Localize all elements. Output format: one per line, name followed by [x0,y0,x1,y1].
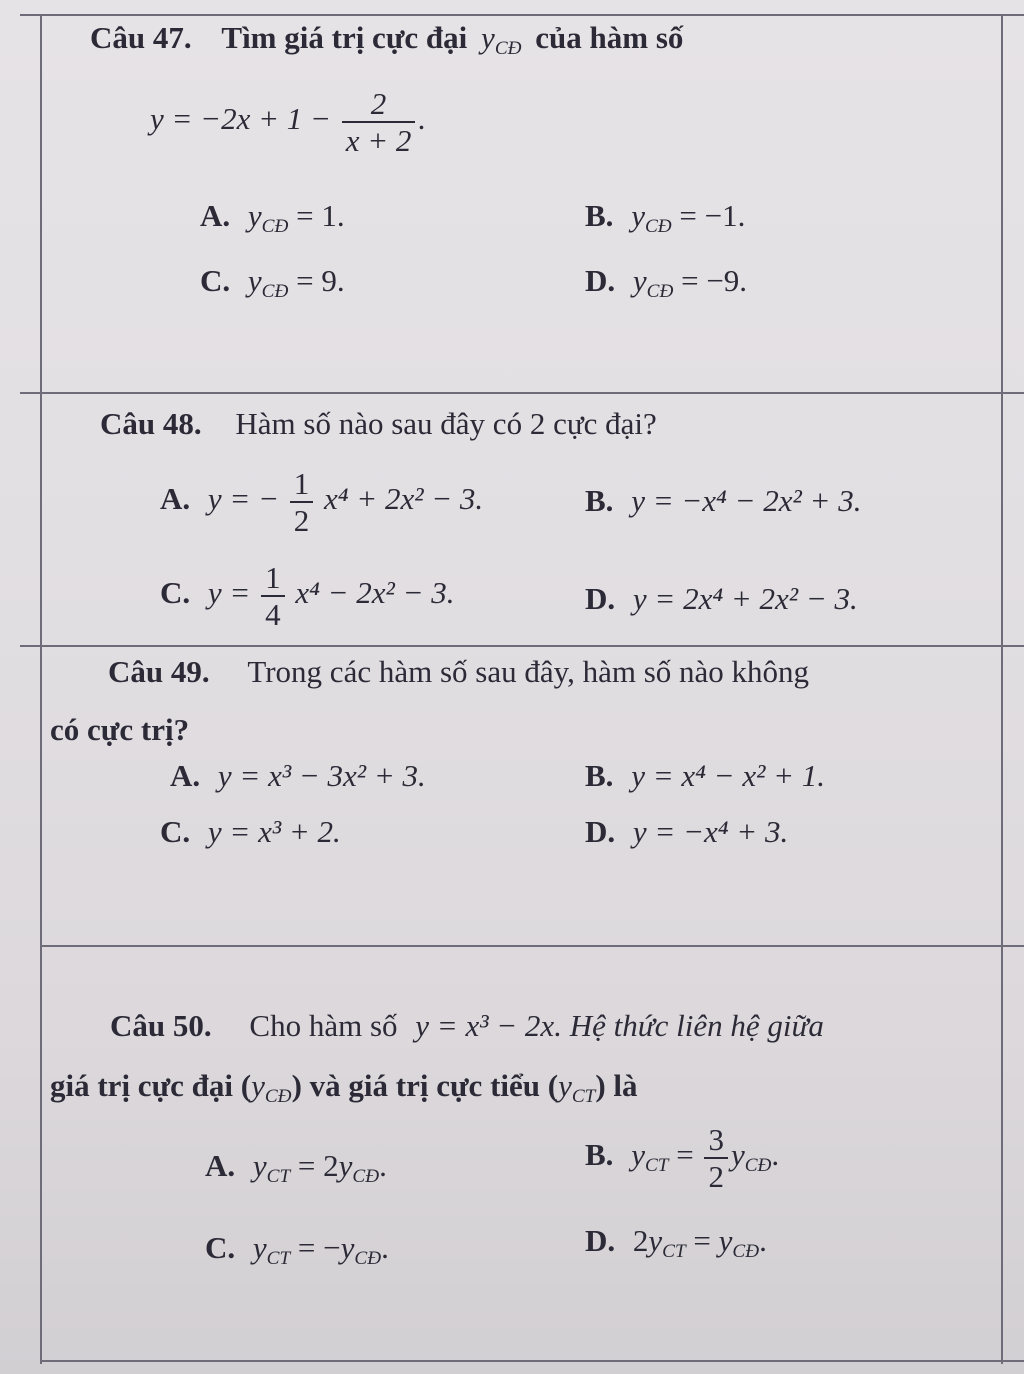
option-label: A. [170,758,201,793]
option-coefficient: 2 [632,1223,649,1258]
question-49-number: Câu 49. [108,654,210,689]
question-50-number: Câu 50. [110,1008,212,1043]
table-bottom-border [40,1360,1024,1362]
fraction-denominator: 2 [704,1157,728,1192]
option-label: D. [585,263,616,298]
option-relation: = [693,1223,711,1258]
table-left-border [40,14,42,1364]
symbol-cd: CĐ [261,215,289,237]
equation-end: . [418,101,427,137]
option-label: D. [585,581,616,616]
q48-option-c[interactable] [160,562,455,630]
line2-part-b: ) và giá trị cực tiểu ( [291,1068,559,1103]
option-relation: = 2 [297,1148,339,1183]
symbol-y: y [631,1137,645,1173]
symbol-y: y [251,1068,265,1103]
q47-option-d[interactable] [585,265,747,301]
option-value: = −9. [681,263,748,298]
q49-option-b[interactable] [585,760,825,791]
option-label: A. [160,481,191,517]
option-expr: y = 2x⁴ + 2x² − 3. [632,581,858,616]
symbol-y: y [631,198,645,233]
option-expr: y = x³ − 3x² + 3. [217,758,426,793]
option-expr-lhs: y = − [207,481,279,517]
table-top-border [20,14,1024,16]
option-label: B. [585,1137,614,1173]
question-49-text-line2: có cực trị? [50,712,190,747]
symbol-y: y [632,263,647,298]
symbol-cd: CĐ [494,37,522,59]
fraction-numerator: 1 [265,560,281,595]
symbol-cd: CĐ [644,215,672,237]
fraction-numerator: 2 [370,86,387,121]
equation-lhs: y = −2x + 1 − [150,101,331,137]
question-49-prompt [108,656,809,687]
question-49-text: Trong các hàm số sau đây, hàm số nào không [247,654,810,689]
symbol-y: y [718,1223,733,1258]
q48-option-b[interactable] [585,485,861,516]
question-48-text: Hàm số nào sau đây có 2 cực đại? [235,406,657,441]
question-48-number: Câu 48. [100,406,202,441]
question-47-equation [150,88,426,156]
symbol-y: y [247,198,262,233]
symbol-ct: CT [571,1085,596,1107]
option-label: B. [585,483,614,518]
question-50-text-end: . Hệ thức liên hệ giữa [554,1008,824,1043]
symbol-y: y [247,263,262,298]
option-relation: = [676,1137,694,1173]
table-right-border [1001,14,1003,1364]
option-label: C. [205,1230,236,1265]
row-divider-49-50 [40,945,1024,947]
fraction-numerator: 3 [708,1122,724,1157]
question-47-text: Tìm giá trị cực đại [221,20,468,55]
row-divider-48-49 [20,645,1024,647]
q50-option-b[interactable]: B. $y_{CT}$ = $\frac{3}{2}$ $y_{CĐ}$. [585,1122,780,1194]
q49-option-a[interactable] [170,760,426,791]
q49-option-d[interactable] [585,816,788,847]
line2-part-a: giá trị cực đại ( [50,1068,252,1103]
symbol-cd: CĐ [732,1240,760,1262]
option-relation: = − [297,1230,341,1265]
option-value: = 9. [296,263,345,298]
symbol-y: y [481,20,495,55]
symbol-cd: CĐ [646,280,674,302]
fraction-three-halves [704,1124,728,1192]
question-47-prompt [90,22,683,58]
question-50-prompt [110,1010,824,1041]
question-47-text-end: của hàm số [535,20,684,55]
q50-option-c[interactable]: C. $y_{CT} = -y_{CĐ}$. [205,1230,389,1269]
symbol-cd: CĐ [744,1154,772,1176]
fraction-one-half [290,468,314,536]
symbol-ct: CT [662,1240,686,1262]
option-label: B. [585,198,614,233]
symbol-cd: CĐ [264,1085,292,1107]
option-label: C. [200,263,231,298]
q47-option-c[interactable] [200,265,345,301]
fraction-one-quarter [261,562,285,630]
fraction-denominator: 2 [290,501,314,536]
option-label: D. [585,1223,616,1258]
q50-option-d[interactable]: D. $2y_{CT} = y_{CĐ}$. [585,1223,767,1262]
symbol-cd: CĐ [261,280,289,302]
option-label: C. [160,575,191,611]
q48-option-d[interactable] [585,583,858,614]
symbol-ct: CT [266,1165,291,1187]
option-value: = 1. [296,198,345,233]
symbol-y: y [558,1068,572,1103]
symbol-y: y [252,1230,267,1265]
question-47-number: Câu 47. [90,20,192,55]
fraction-2-over-x-plus-2 [342,88,416,156]
option-value: = −1. [679,198,746,233]
q49-option-c[interactable] [160,816,341,847]
option-expr: y = −x⁴ + 3. [632,814,789,849]
q48-option-a[interactable] [160,468,483,536]
symbol-y: y [730,1137,745,1173]
symbol-y: y [338,1148,353,1183]
symbol-y: y [648,1223,663,1258]
option-label: A. [200,198,231,233]
option-label: D. [585,814,616,849]
q50-option-a[interactable]: A. $y_{CT} = 2y_{CĐ}$. [205,1148,387,1187]
option-label: C. [160,814,191,849]
q47-option-b[interactable] [585,200,745,236]
question-48-prompt [100,408,657,439]
symbol-cd: CĐ [354,1247,382,1269]
question-50-text-line2 [50,1070,638,1106]
option-expr: y = x⁴ − x² + 1. [631,758,826,793]
fraction-denominator: x + 2 [342,121,416,156]
question-50-equation: y = x³ − 2x [415,1008,555,1043]
option-label: A. [205,1148,236,1183]
row-divider-47-48 [20,392,1024,394]
option-expr-rhs: x⁴ + 2x² − 3. [324,481,484,517]
option-expr: y = x³ + 2. [207,814,341,849]
fraction-numerator: 1 [293,466,310,501]
q47-option-a[interactable] [200,200,345,236]
line2-part-c: ) là [595,1068,638,1103]
option-expr-rhs: x⁴ − 2x² − 3. [295,575,455,611]
symbol-y: y [252,1148,267,1183]
option-expr: y = −x⁴ − 2x² + 3. [631,483,862,518]
option-expr-lhs: y = [207,575,251,611]
symbol-ct: CT [266,1247,291,1269]
option-label: B. [585,758,614,793]
symbol-cd: CĐ [352,1165,380,1187]
symbol-y: y [340,1230,355,1265]
symbol-ct: CT [644,1154,669,1176]
question-50-text: Cho hàm số [249,1008,398,1043]
fraction-denominator: 4 [261,595,285,630]
